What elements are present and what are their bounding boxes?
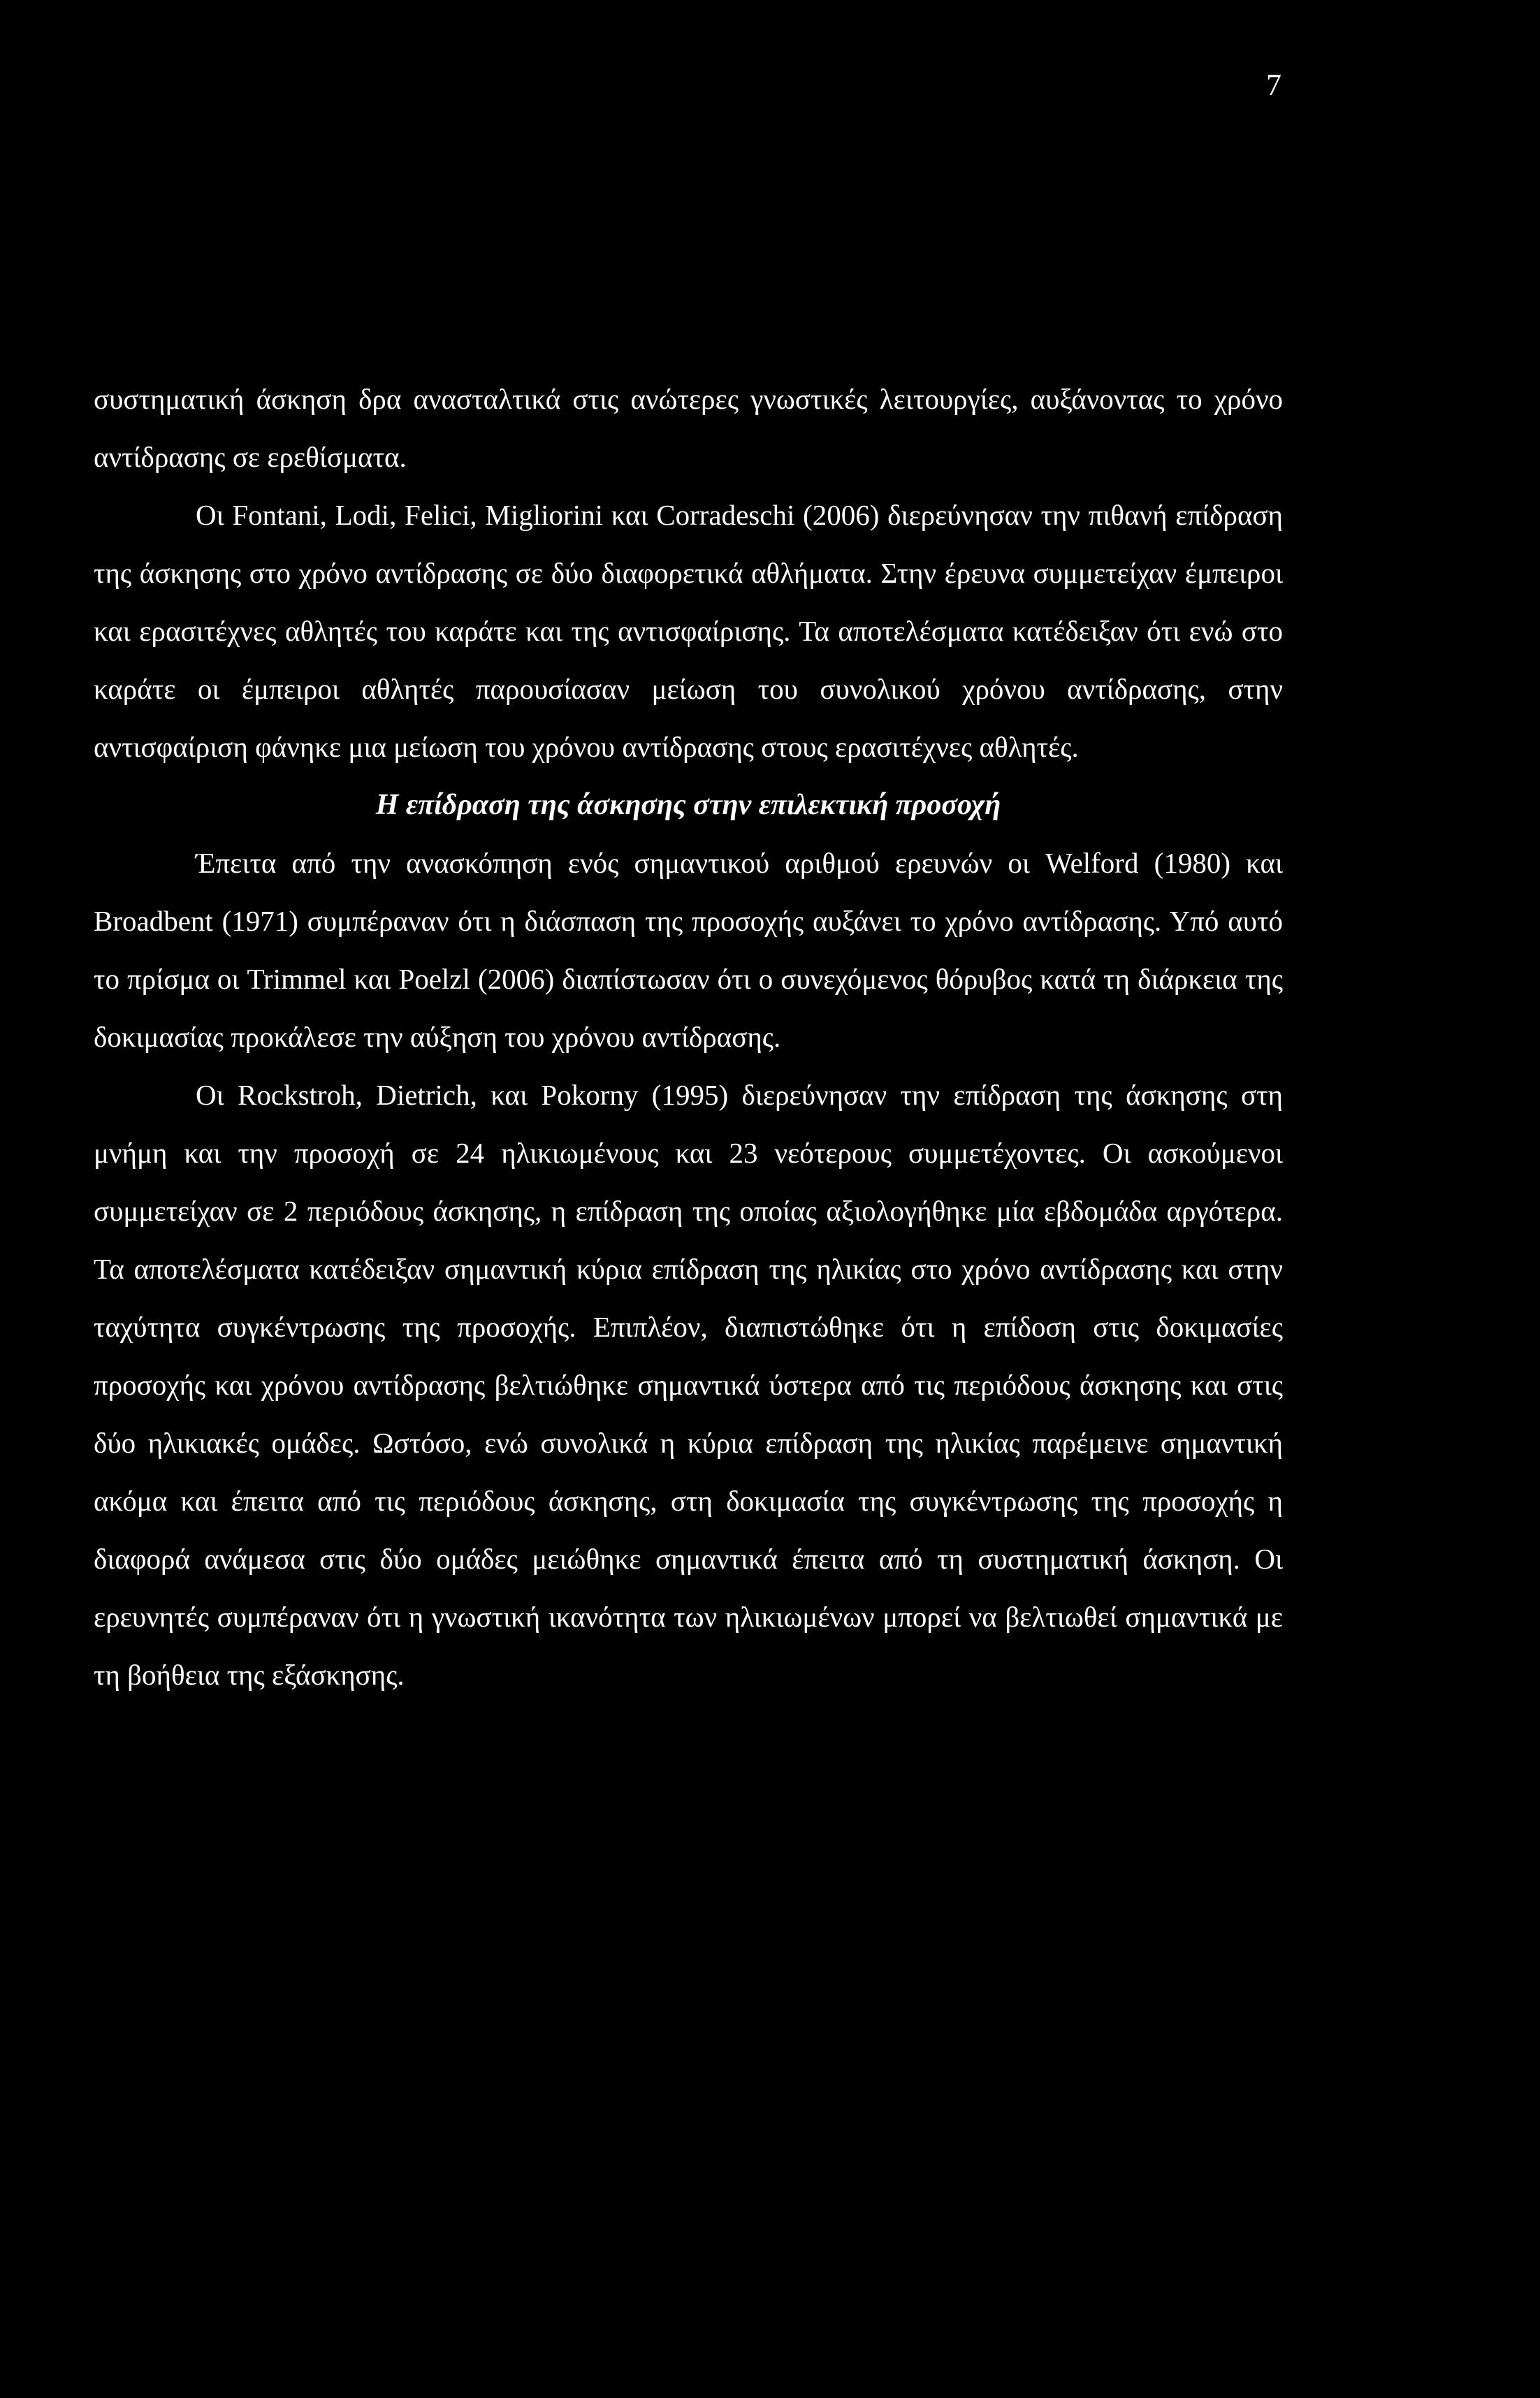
page-number: 7 (1266, 68, 1281, 102)
paragraph-rockstroh-study: Οι Rockstroh, Dietrich, και Pokorny (1995) διερεύνησαν την επίδραση της άσκησης στη μνήμη και την προσοχή σε 24 ηλικιωμένους και 23 νεότερους συμμετέχοντες. Οι ασκούμενοι συμμετείχαν σε 2 περιόδους άσκησης, η επίδραση της οποίας αξιολογήθηκε μία εβδομάδα αργότερα. Τα αποτελέσματα κατέδειξαν σημαντική κύρια επίδραση της ηλικίας στο χρόνο αντίδρασης και στην ταχύτητα συγκέντρωσης της προσοχής. Επιπλέον, διαπιστώθηκε ότι η επίδοση στις δοκιμασίες προσοχής και χρόνου αντίδρασης βελτιώθηκε σημαντικά ύστερα από τις περιόδους άσκησης και στις δύο ηλικιακές ομάδες. Ωστόσο, ενώ συνολικά η κύρια επίδραση της ηλικίας παρέμεινε σημαντική ακόμα και έπειτα από τις περιόδους άσκησης, στη δοκιμασία της συγκέντρωσης της προσοχής η διαφορά ανάμεσα στις δύο ομάδες μειώθηκε σημαντικά έπειτα από τη συστηματική άσκηση. Οι ερευνητές συμπέραναν ότι η γνωστική ικανότητα των ηλικιωμένων μπορεί να βελτιωθεί σημαντικά με τη βοήθεια της εξάσκησης. (94, 1079, 1283, 1691)
document-body (94, 370, 1283, 1704)
paragraph-welford-broadbent: Έπειτα από την ανασκόπηση ενός σημαντικού αριθμού ερευνών οι Welford (1980) και Broadbent (1971) συμπέραναν ότι η διάσπαση της προσοχής αυξάνει το χρόνο αντίδρασης. Υπό αυτό το πρίσμα οι Trimmel και Poelzl (2006) διαπίστωσαν ότι ο συνεχόμενος θόρυβος κατά τη διάρκεια της δοκιμασίας προκάλεσε την αύξηση του χρόνου αντίδρασης. (94, 847, 1283, 1053)
paragraph-continuation: συστηματική άσκηση δρα ανασταλτικά στις ανώτερες γνωστικές λειτουργίες, αυξάνοντας το χρόνο αντίδρασης σε ερεθίσματα. (94, 383, 1283, 473)
paragraph-fontani-study: Οι Fontani, Lodi, Felici, Migliorini και Corradeschi (2006) διερεύνησαν την πιθανή επίδραση της άσκησης στο χρόνο αντίδρασης σε δύο διαφορετικά αθλήματα. Στην έρευνα συμμετείχαν έμπειροι και ερασιτέχνες αθλητές του καράτε και της αντισφαίρισης. Τα αποτελέσματα κατέδειξαν ότι ενώ στο καράτε οι έμπειροι αθλητές παρουσίασαν μείωση του συνολικού χρόνου αντίδρασης, στην αντισφαίριση φάνηκε μια μείωση του χρόνου αντίδρασης στους ερασιτέχνες αθλητές. (94, 499, 1283, 763)
section-heading: Η επίδραση της άσκησης στην επιλεκτική προσοχή (375, 789, 1001, 821)
